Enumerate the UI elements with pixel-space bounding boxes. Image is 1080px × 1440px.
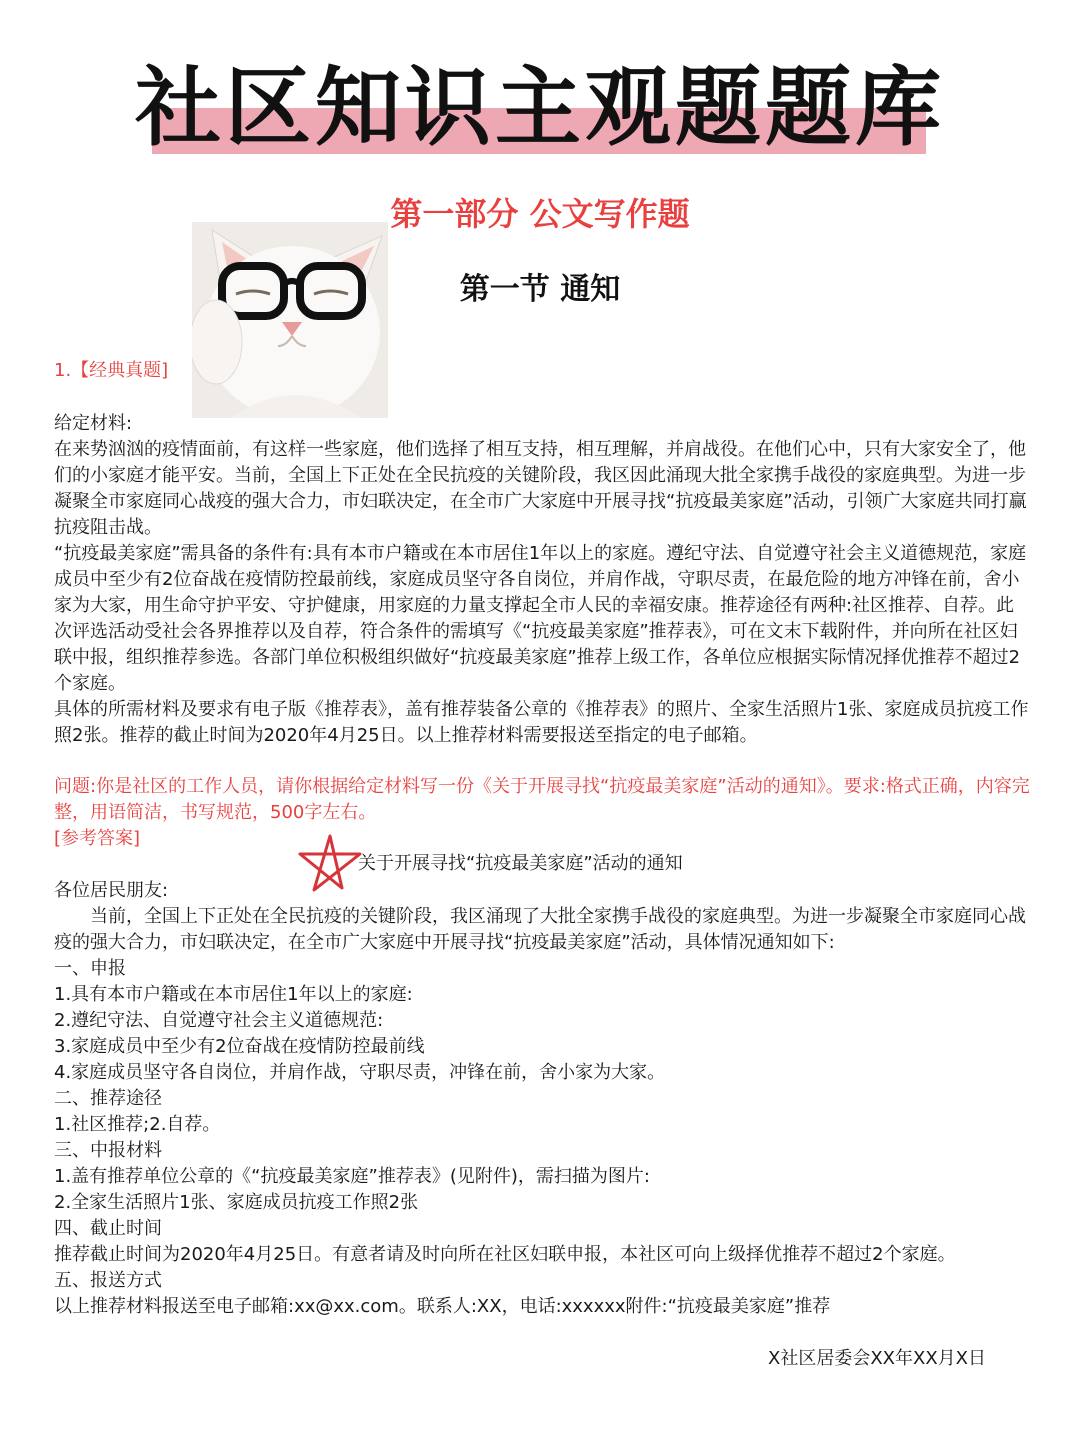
answer-line: 以上推荐材料报送至电子邮箱:xx@xx.com。联系人:XX，电话:xxxxxx附件:“抗疫最美家庭”推荐 — [54, 1296, 831, 1317]
answer-line: 1.社区推荐;2.自荐。 — [54, 1114, 221, 1135]
page-title: 社区知识主观题题库 — [135, 58, 945, 158]
answer-line: 4.家庭成员坚守各自岗位，并肩作战，守职尽责，冲锋在前，舍小家为大家。 — [54, 1062, 666, 1083]
material-paragraph: 具体的所需材料及要求有电子版《推荐表》，盖有推荐装备公章的《推荐表》的照片、全家生活照片1张、家庭成员抗疫工作照2张。推荐的截止时间为2020年4月25日。以上推荐材料需要报送至指定的电子邮箱。 — [54, 699, 1029, 746]
notice-title: 关于开展寻找“抗疫最美家庭”活动的通知 — [358, 853, 683, 874]
signature: X社区居委会XX年XX月X日 — [768, 1348, 986, 1369]
salutation: 各位居民朋友: — [54, 880, 169, 901]
section-title: 第一节 通知 — [459, 272, 621, 307]
answer-line: 1.具有本市户籍或在本市居住1年以上的家庭: — [54, 984, 413, 1005]
answer-line: 一、申报 — [54, 958, 126, 979]
answer-block — [54, 878, 1032, 1320]
material-paragraph: 在来势汹汹的疫情面前，有这样一些家庭，他们选择了相互支持，相互理解，并肩战役。在他们心中，只有大家安全了，他们的小家庭才能平安。当前，全国上下正处在全民抗疫的关键阶段，我区因此涌现大批全家携手战役的家庭典型。为进一步凝聚全市家庭同心战疫的强大合力，市妇联决定，在全市广大家庭中开展寻找“抗疫最美家庭”活动，引领广大家庭共同打赢抗疫阻击战。 — [54, 439, 1027, 538]
material-label: 给定材料: — [54, 413, 133, 434]
answer-line: 三、中报材料 — [54, 1140, 162, 1161]
question-number: 1.【经典真题] — [54, 360, 169, 381]
answer-line: 四、截止时间 — [54, 1218, 162, 1239]
question-prompt: 问题:你是社区的工作人员，请你根据给定材料写一份《关于开展寻找“抗疫最美家庭”活动的通知》。要求:格式正确，内容完整，用语简洁，书写规范，500字左右。 — [54, 776, 1030, 823]
material-block — [54, 411, 1032, 749]
answer-line: 二、推荐途径 — [54, 1088, 162, 1109]
title-block — [0, 58, 1080, 168]
question-prompt-block — [54, 774, 1032, 852]
answer-line: 1.盖有推荐单位公章的《“抗疫最美家庭”推荐表》(见附件)，需扫描为图片: — [54, 1166, 650, 1187]
answer-line: 推荐截止时间为2020年4月25日。有意者请及时向所在社区妇联申报，本社区可向上级择优推荐不超过2个家庭。 — [54, 1244, 956, 1265]
answer-line: 3.家庭成员中至少有2位奋战在疫情防控最前线 — [54, 1036, 425, 1057]
material-paragraph: “抗疫最美家庭”需具备的条件有:具有本市户籍或在本市居住1年以上的家庭。遵纪守法、自觉遵守社会主义道德规范，家庭成员中至少有2位奋战在疫情防控最前线，家庭成员坚守各自岗位，并肩作战，守职尽责，在最危险的地方冲锋在前，舍小家为大家，用生命守护平安、守护健康，用家庭的力量支撑起全市人民的幸福安康。推荐途径有两种:社区推荐、自荐。此次评选活动受社会各界推荐以及自荐，符合条件的需填写《“抗疫最美家庭”推荐表》，可在文末下载附件，并向所在社区妇联中报，组织推荐参选。各部门单位积极组织做好“抗疫最美家庭”推荐上级工作，各单位应根据实际情况择优推荐不超过2个家庭。 — [54, 543, 1027, 694]
answer-line: 五、报送方式 — [54, 1270, 162, 1291]
cat-with-glasses-icon — [192, 222, 388, 418]
answer-intro: 当前，全国上下正处在全民抗疫的关键阶段，我区涌现了大批全家携手战役的家庭典型。为进一步凝聚全市家庭同心战疫的强大合力，市妇联决定，在全市广大家庭中开展寻找“抗疫最美家庭”活动，具体情况通知如下: — [54, 906, 1026, 953]
part-title: 第一部分 公文写作题 — [390, 195, 690, 233]
answer-line: 2.全家生活照片1张、家庭成员抗疫工作照2张 — [54, 1192, 419, 1213]
answer-label: [参考答案] — [54, 828, 141, 849]
answer-line: 2.遵纪守法、自觉遵守社会主义道德规范: — [54, 1010, 384, 1031]
